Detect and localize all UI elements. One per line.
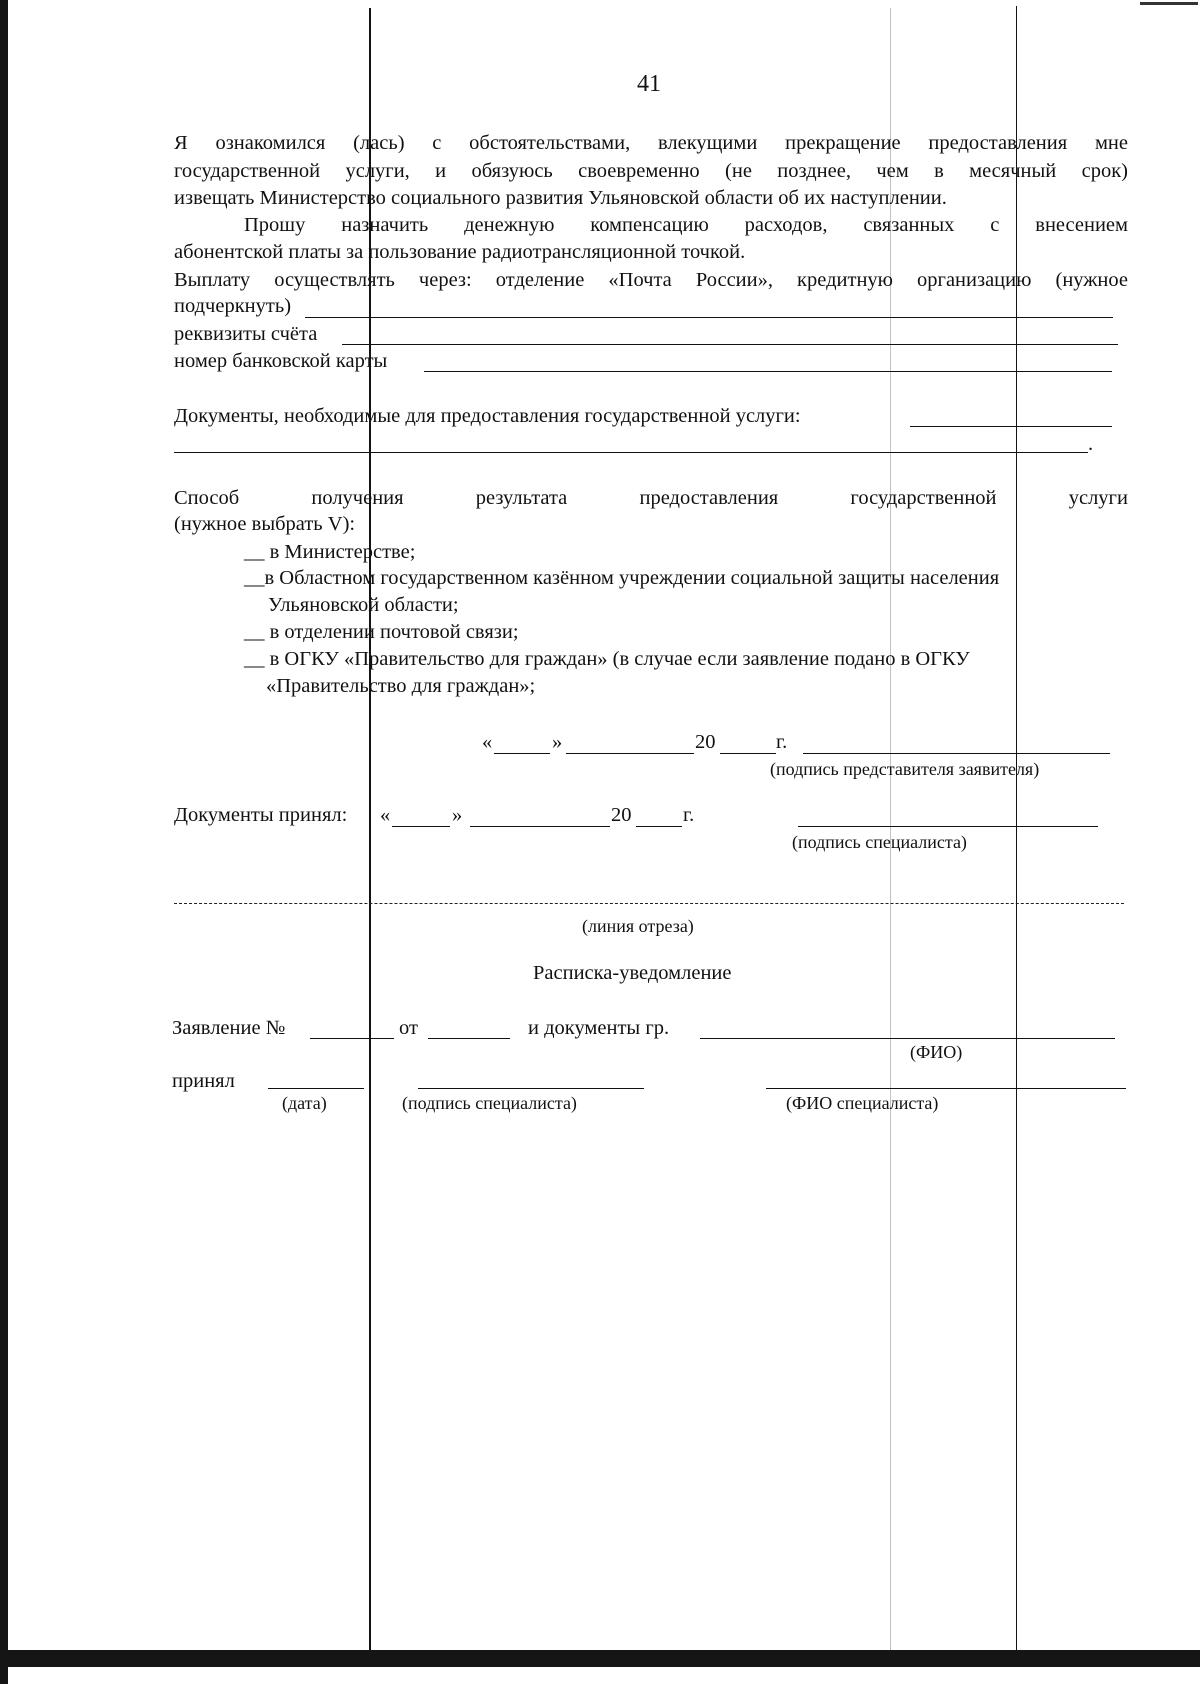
- documents-end-mark: .: [1088, 433, 1094, 455]
- paragraph-1-line-1: Я ознакомился (лась) с обстоятельствами, влекущими прекращение предоставления мне: [174, 132, 1128, 154]
- receipt-specialist-fio-caption: (ФИО специалиста): [786, 1093, 939, 1113]
- application-date-blank[interactable]: [428, 1038, 510, 1039]
- citizen-fio-caption: (ФИО): [910, 1042, 963, 1062]
- citizen-fio-blank[interactable]: [700, 1038, 1115, 1039]
- option-government-for-citizens-line-2: «Правительство для граждан»;: [266, 675, 536, 697]
- applicant-year-blank[interactable]: [720, 753, 776, 754]
- applicant-signature-blank[interactable]: [803, 753, 1110, 754]
- heading-word: предоставления: [639, 487, 779, 509]
- paragraph-1-line-2: государственной услуги, и обязуюсь своевременно (не позднее, чем в месячный срок): [174, 160, 1128, 182]
- documents-blank-1[interactable]: [910, 426, 1112, 427]
- scan-fold-line: [890, 8, 891, 1650]
- receipt-specialist-fio-blank[interactable]: [766, 1088, 1126, 1089]
- applicant-quote-open: «: [482, 731, 493, 753]
- paragraph-3-line-2: подчеркнуть): [174, 295, 292, 317]
- documents-accepted-label: Документы принял:: [174, 804, 348, 826]
- paragraph-2-line-1: Прошу назначить денежную компенсацию расходов, связанных с внесением: [244, 214, 1128, 236]
- receipt-specialist-signature-caption: (подпись специалиста): [402, 1093, 577, 1113]
- heading-word: получения: [311, 487, 404, 509]
- cut-line-caption: (линия отреза): [582, 916, 694, 936]
- documents-blank-2[interactable]: [174, 452, 1088, 453]
- heading-word: государственной: [850, 487, 997, 509]
- application-number-blank[interactable]: [310, 1038, 394, 1039]
- accepted-quote-open: «: [380, 804, 391, 826]
- specialist-signature-caption: (подпись специалиста): [792, 832, 967, 852]
- applicant-year-suffix: г.: [776, 731, 788, 753]
- heading-word: Способ: [174, 487, 240, 509]
- applicant-day-blank[interactable]: [494, 753, 550, 754]
- application-from-label: от: [399, 1017, 418, 1039]
- paragraph-1-line-3: извещать Министерство социального развития Ульяновской области об их наступлении.: [174, 187, 947, 209]
- accepted-month-blank[interactable]: [470, 826, 610, 827]
- paragraph-2-line-2: абонентской платы за пользование радиотрансляционной точкой.: [174, 241, 746, 263]
- receipt-method-heading: [174, 484, 1128, 512]
- scan-vertical-line-right: [1016, 6, 1017, 1650]
- receipt-date-blank[interactable]: [268, 1088, 364, 1089]
- applicant-signature-caption: (подпись представителя заявителя): [770, 759, 1040, 779]
- application-number-label: Заявление №: [172, 1017, 286, 1039]
- option-government-for-citizens[interactable]: __ в ОГКУ «Правительство для граждан» (в случае если заявление подано в ОГКУ: [244, 648, 970, 670]
- heading-word: результата: [475, 487, 568, 509]
- cut-line: [174, 903, 1124, 904]
- citizen-documents-label: и документы гр.: [528, 1017, 670, 1039]
- accepted-year-suffix: г.: [683, 804, 695, 826]
- accepted-year-blank[interactable]: [636, 826, 682, 827]
- option-post-office[interactable]: __ в отделении почтовой связи;: [244, 621, 519, 643]
- account-details-label: реквизиты счёта: [174, 323, 318, 345]
- bottom-edge-shadow: [0, 1650, 1200, 1667]
- option-ministry[interactable]: __ в Министерстве;: [244, 541, 416, 563]
- accepted-day-blank[interactable]: [392, 826, 450, 827]
- paragraph-3-line-1: Выплату осуществлять через: отделение «Почта России», кредитную организацию (нужное: [174, 269, 1128, 291]
- heading-word: услуги: [1068, 487, 1128, 509]
- receipt-method-heading-line-2: (нужное выбрать V):: [174, 513, 356, 535]
- applicant-year-prefix: 20: [695, 731, 716, 753]
- specialist-signature-blank[interactable]: [798, 826, 1098, 827]
- left-edge-shadow: [0, 0, 8, 1684]
- receipt-specialist-signature-blank[interactable]: [418, 1088, 644, 1089]
- documents-label: Документы, необходимые для предоставления государственной услуги:: [174, 405, 801, 427]
- applicant-quote-close: »: [552, 731, 563, 753]
- accepted-quote-close: »: [452, 804, 463, 826]
- receipt-date-caption: (дата): [282, 1093, 327, 1113]
- accepted-year-prefix: 20: [611, 804, 632, 826]
- receipt-notice-title: Расписка-уведомление: [533, 962, 732, 984]
- account-details-blank[interactable]: [342, 344, 1118, 345]
- accepted-by-label: принял: [172, 1070, 235, 1092]
- top-right-edge-mark: [1140, 2, 1198, 5]
- card-number-blank[interactable]: [424, 371, 1112, 372]
- option-social-protection-institution-line-2: Ульяновской области;: [268, 594, 459, 616]
- page-number: 41: [637, 71, 661, 97]
- card-number-label: номер банковской карты: [174, 350, 388, 372]
- applicant-month-blank[interactable]: [566, 753, 694, 754]
- payment-method-blank[interactable]: [305, 317, 1113, 318]
- option-social-protection-institution[interactable]: __в Областном государственном казённом учреждении социальной защиты населения: [244, 567, 1000, 589]
